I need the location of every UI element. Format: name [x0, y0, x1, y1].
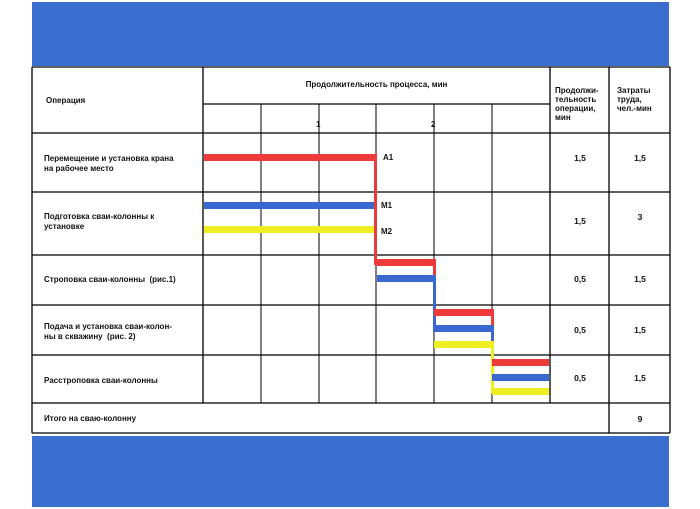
bar-blue-row5	[492, 374, 549, 381]
row-2-labor: 3	[637, 212, 643, 222]
tick-2: 2	[431, 120, 436, 129]
bar-blue-row3	[377, 275, 434, 282]
row-3-duration: 0,5	[574, 274, 586, 284]
row-1-name: Перемещение и установка крана на рабочее место	[44, 154, 174, 173]
row-4-name: Подача и установка сваи-колон- ны в скважину (рис. 2)	[44, 322, 172, 341]
red-connector-1	[374, 154, 377, 265]
row-4-labor: 1,5	[634, 325, 646, 335]
row-4-duration: 0,5	[574, 325, 586, 335]
row-2-name: Подготовка сваи-колонны к установке	[44, 212, 155, 231]
row-1-duration: 1,5	[574, 153, 586, 163]
bar-red-row3	[377, 259, 434, 266]
row-1-labor: 1,5	[634, 153, 646, 163]
bar-m1-row2	[204, 202, 374, 209]
bar-m2-row2	[204, 226, 374, 233]
row-5-duration: 0,5	[574, 373, 586, 383]
row-5-name: Расстроповка сваи-колонны	[44, 376, 158, 385]
tick-1: 1	[316, 120, 321, 129]
bar-red-row4	[434, 309, 492, 316]
row-5-labor: 1,5	[634, 373, 646, 383]
bar-yellow-row5	[492, 388, 549, 395]
blue-connector-2	[433, 275, 436, 332]
bar-yellow-row4	[434, 341, 492, 348]
bar-label-a1: А1	[383, 153, 394, 162]
header-op-duration: Продолжи- тельность операции, мин	[555, 86, 599, 122]
bar-red-row5	[492, 359, 549, 366]
bar-label-m1: М1	[381, 201, 393, 210]
yellow-connector-3	[491, 341, 494, 393]
row-3-name: Строповка сваи-колонны (рис.1)	[44, 275, 176, 284]
bar-label-m2: М2	[381, 227, 393, 236]
bar-blue-row4	[434, 325, 492, 332]
bar-a1-row1	[204, 154, 374, 161]
header-labor-cost: Затраты труда, чел.-мин	[617, 86, 652, 113]
total-label: Итого на сваю-колонну	[44, 414, 137, 423]
total-labor: 9	[637, 414, 643, 424]
header-process-duration: Продолжительность процесса, мин	[305, 80, 448, 89]
row-3-labor: 1,5	[634, 274, 646, 284]
row-2-duration: 1,5	[574, 216, 586, 226]
header-operation: Операция	[46, 96, 86, 105]
